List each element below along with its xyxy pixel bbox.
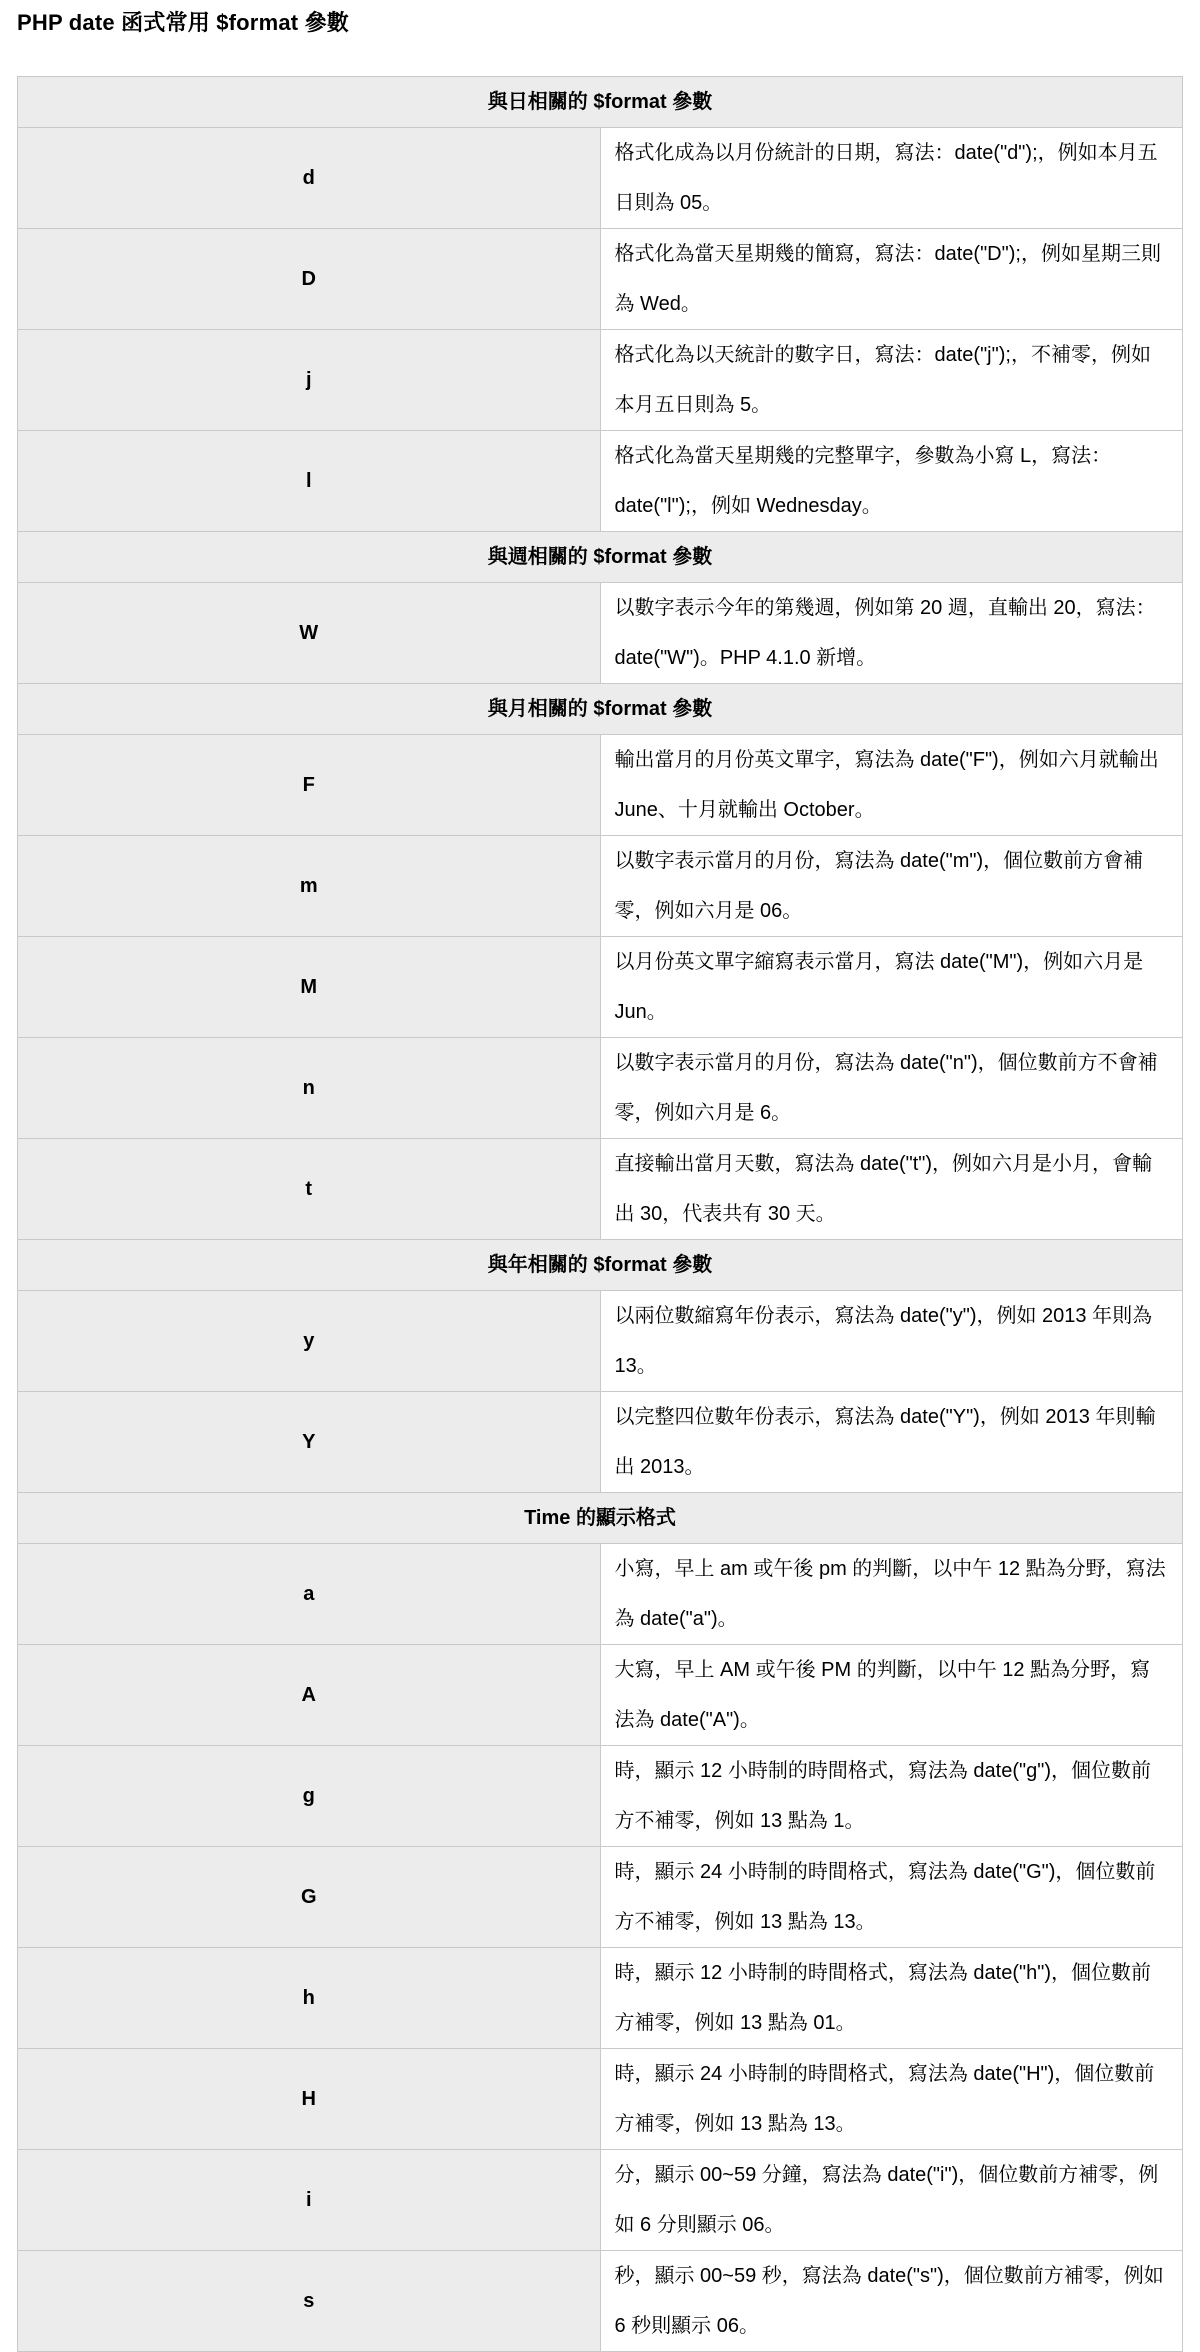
format-description-cell: 小寫，早上 am 或午後 pm 的判斷，以中午 12 點為分野，寫法為 date("a")。 (600, 1544, 1183, 1645)
section-header: 與日相關的 $format 參數 (18, 77, 1183, 128)
format-description-cell: 分，顯示 00~59 分鐘，寫法為 date("i")，個位數前方補零，例如 6 分則顯示 06。 (600, 2150, 1183, 2251)
format-description-cell: 以月份英文單字縮寫表示當月，寫法 date("M")，例如六月是 Jun。 (600, 937, 1183, 1038)
format-description-cell: 格式化成為以月份統計的日期，寫法：date("d");，例如本月五日則為 05。 (600, 128, 1183, 229)
format-description-cell: 直接輸出當月天數，寫法為 date("t")，例如六月是小月，會輸出 30，代表共有 30 天。 (600, 1139, 1183, 1240)
php-date-format-table (17, 76, 1183, 2352)
format-description-cell: 格式化為當天星期幾的完整單字，參數為小寫 L，寫法：date("l");，例如 Wednesday。 (600, 431, 1183, 532)
format-param-cell: G (18, 1847, 601, 1948)
format-param-cell: n (18, 1038, 601, 1139)
format-param-cell: i (18, 2150, 601, 2251)
table-row (18, 2150, 1183, 2251)
section-header-row (18, 1240, 1183, 1291)
format-param-cell: F (18, 735, 601, 836)
format-param-cell: M (18, 937, 601, 1038)
format-param-cell: Y (18, 1392, 601, 1493)
format-description-cell: 秒，顯示 00~59 秒，寫法為 date("s")，個位數前方補零，例如 6 秒則顯示 06。 (600, 2251, 1183, 2352)
format-param-cell: H (18, 2049, 601, 2150)
format-description-cell: 時，顯示 12 小時制的時間格式，寫法為 date("h")，個位數前方補零，例如 13 點為 01。 (600, 1948, 1183, 2049)
table-row (18, 330, 1183, 431)
section-header: 與月相關的 $format 參數 (18, 684, 1183, 735)
format-description-cell: 格式化為當天星期幾的簡寫，寫法：date("D");，例如星期三則為 Wed。 (600, 229, 1183, 330)
format-description-cell: 時，顯示 12 小時制的時間格式，寫法為 date("g")，個位數前方不補零，例如 13 點為 1。 (600, 1746, 1183, 1847)
table-row (18, 1139, 1183, 1240)
format-description-cell: 大寫，早上 AM 或午後 PM 的判斷，以中午 12 點為分野，寫法為 date("A")。 (600, 1645, 1183, 1746)
section-header-row (18, 532, 1183, 583)
page-title: PHP date 函式常用 $format 參數 (17, 10, 350, 35)
format-param-cell: a (18, 1544, 601, 1645)
table-row (18, 229, 1183, 330)
table-row (18, 1847, 1183, 1948)
format-param-cell: D (18, 229, 601, 330)
section-header: 與週相關的 $format 參數 (18, 532, 1183, 583)
table-row (18, 1746, 1183, 1847)
table-row (18, 1645, 1183, 1746)
format-description-cell: 以數字表示當月的月份，寫法為 date("n")，個位數前方不會補零，例如六月是 6。 (600, 1038, 1183, 1139)
format-description-cell: 以數字表示當月的月份，寫法為 date("m")，個位數前方會補零，例如六月是 06。 (600, 836, 1183, 937)
table-row (18, 431, 1183, 532)
format-description-cell: 格式化為以天統計的數字日，寫法：date("j");，不補零，例如本月五日則為 5。 (600, 330, 1183, 431)
format-param-cell: A (18, 1645, 601, 1746)
table-row (18, 836, 1183, 937)
table-row (18, 937, 1183, 1038)
format-param-cell: s (18, 2251, 601, 2352)
format-param-cell: m (18, 836, 601, 937)
table-row (18, 583, 1183, 684)
table-row (18, 2049, 1183, 2150)
table-row (18, 1392, 1183, 1493)
format-param-cell: j (18, 330, 601, 431)
table-row (18, 1291, 1183, 1392)
format-description-cell: 時，顯示 24 小時制的時間格式，寫法為 date("H")，個位數前方補零，例如 13 點為 13。 (600, 2049, 1183, 2150)
section-header-row (18, 684, 1183, 735)
section-header: 與年相關的 $format 參數 (18, 1240, 1183, 1291)
format-param-cell: t (18, 1139, 601, 1240)
table-row (18, 735, 1183, 836)
format-description-cell: 以數字表示今年的第幾週，例如第 20 週，直輸出 20，寫法：date("W")。PHP 4.1.0 新增。 (600, 583, 1183, 684)
table-row (18, 1544, 1183, 1645)
format-param-cell: d (18, 128, 601, 229)
format-param-cell: l (18, 431, 601, 532)
section-header-row (18, 77, 1183, 128)
format-description-cell: 以兩位數縮寫年份表示，寫法為 date("y")，例如 2013 年則為 13。 (600, 1291, 1183, 1392)
format-param-cell: y (18, 1291, 601, 1392)
format-description-cell: 以完整四位數年份表示，寫法為 date("Y")，例如 2013 年則輸出 2013。 (600, 1392, 1183, 1493)
section-header-row (18, 1493, 1183, 1544)
table-row (18, 128, 1183, 229)
table-row (18, 1038, 1183, 1139)
section-header: Time 的顯示格式 (18, 1493, 1183, 1544)
format-description-cell: 輸出當月的月份英文單字，寫法為 date("F")，例如六月就輸出 June、十月就輸出 October。 (600, 735, 1183, 836)
table-row (18, 1948, 1183, 2049)
table-row (18, 2251, 1183, 2352)
table-body (18, 77, 1183, 2352)
format-param-cell: W (18, 583, 601, 684)
format-param-cell: h (18, 1948, 601, 2049)
format-description-cell: 時，顯示 24 小時制的時間格式，寫法為 date("G")，個位數前方不補零，例如 13 點為 13。 (600, 1847, 1183, 1948)
format-param-cell: g (18, 1746, 601, 1847)
